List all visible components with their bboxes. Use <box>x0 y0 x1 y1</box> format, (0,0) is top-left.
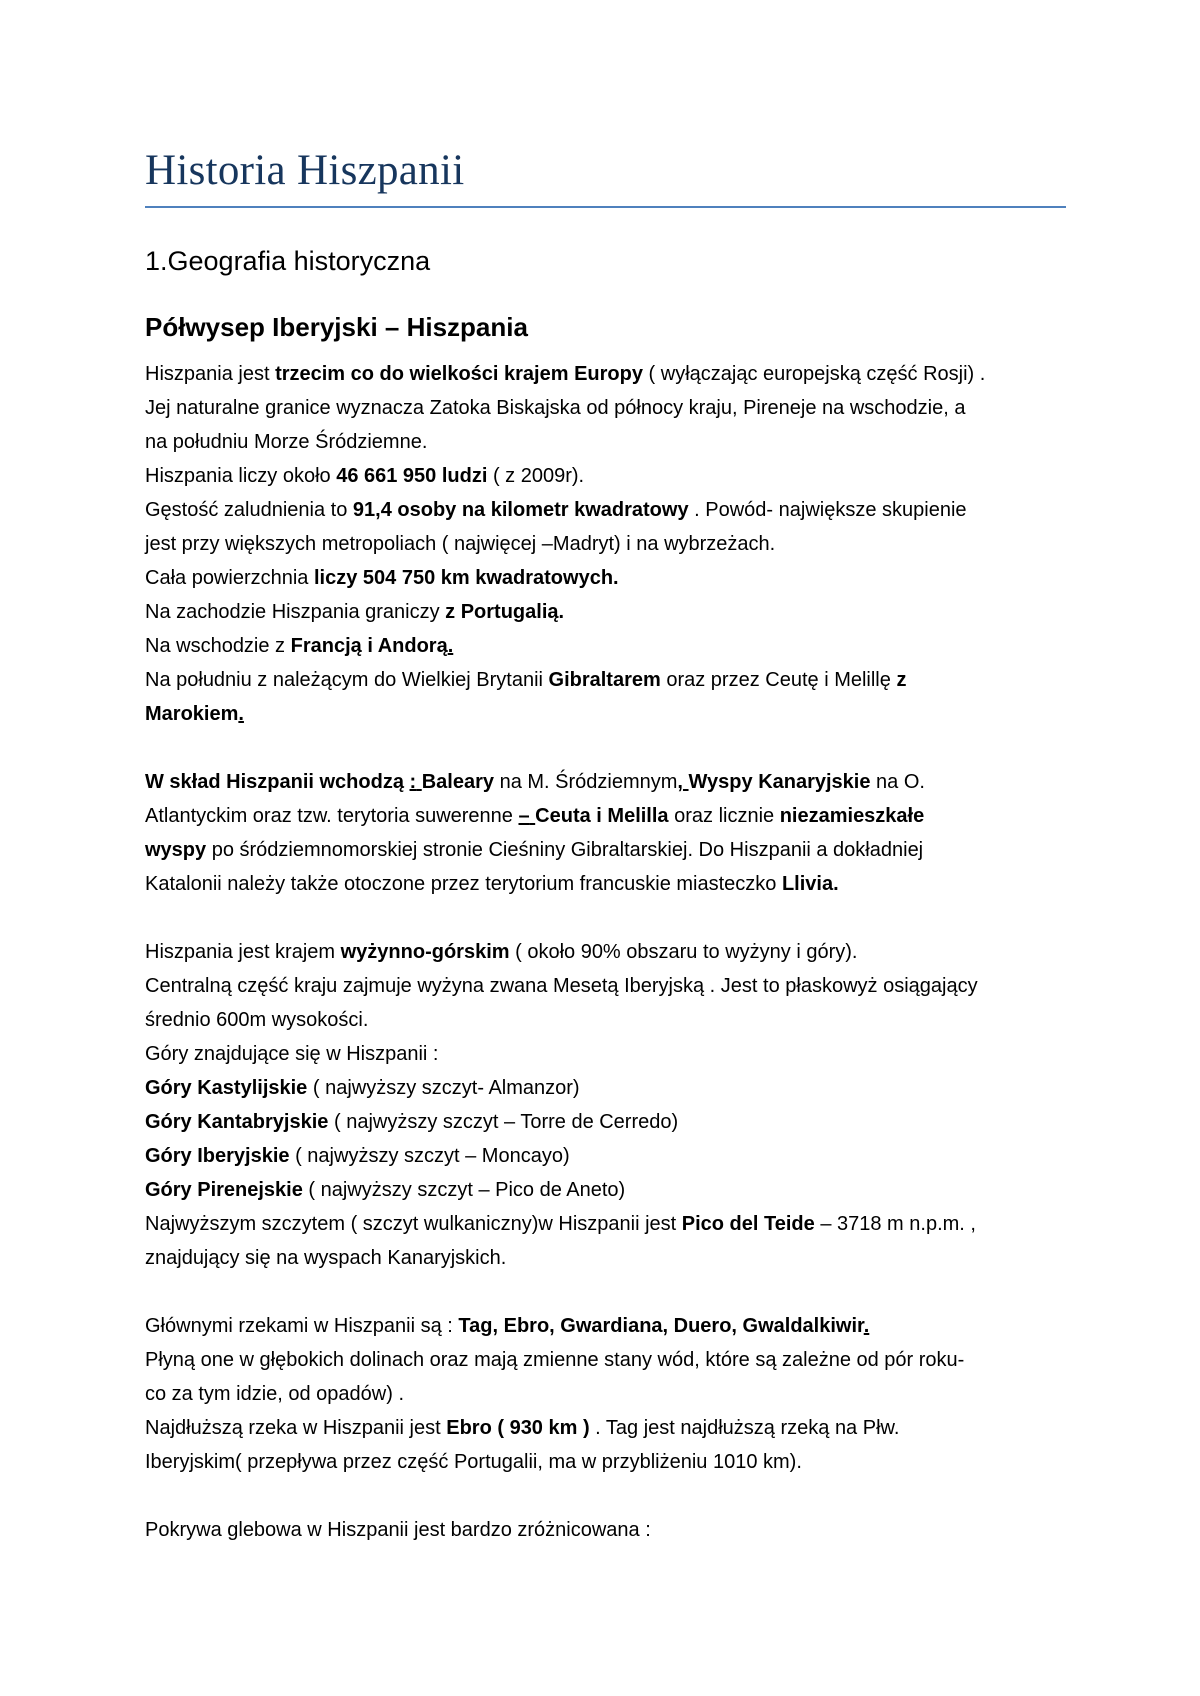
paragraph-line: Centralną część kraju zajmuje wyżyna zwana Mesetą Iberyjską . Jest to płaskowyż osiągający <box>145 975 978 997</box>
paragraph-gap <box>145 1275 1075 1309</box>
mountain-list-item: Góry Pirenejskie ( najwyższy szczyt – Pico de Aneto) <box>145 1179 626 1201</box>
section-heading: 1.Geografia historyczna <box>145 246 431 276</box>
paragraph-line: Cała powierzchnia liczy 504 750 km kwadratowych. <box>145 567 619 589</box>
paragraph-line: Hiszpania jest trzecim co do wielkości krajem Europy ( wyłączając europejską część Rosji) . <box>145 363 986 385</box>
paragraph-line: Hiszpania jest krajem wyżynno-górskim ( około 90% obszaru to wyżyny i góry). <box>145 941 858 963</box>
paragraph-line: Najwyższym szczytem ( szczyt wulkaniczny)w Hiszpanii jest Pico del Teide – 3718 m n.p.m. , <box>145 1213 976 1235</box>
paragraph-line: znajdujący się na wyspach Kanaryjskich. <box>145 1247 507 1269</box>
subsection-heading: Półwysep Iberyjski – Hiszpania <box>145 312 528 342</box>
paragraph-line: W skład Hiszpanii wchodzą : Baleary na M. Śródziemnym, Wyspy Kanaryjskie na O. <box>145 771 925 793</box>
paragraph-line: Gęstość zaludnienia to 91,4 osoby na kilometr kwadratowy . Powód- największe skupienie <box>145 499 967 521</box>
paragraph-line: Głównymi rzekami w Hiszpanii są : Tag, Ebro, Gwardiana, Duero, Gwaldalkiwir. <box>145 1315 870 1337</box>
paragraph-line: Na południu z należącym do Wielkiej Brytanii Gibraltarem oraz przez Ceutę i Melillę z <box>145 669 907 691</box>
paragraph-gap <box>145 731 1075 765</box>
body-text <box>145 357 1075 1547</box>
paragraph-line: Góry znajdujące się w Hiszpanii : <box>145 1043 439 1065</box>
paragraph-line: Płyną one w głębokich dolinach oraz mają zmienne stany wód, które są zależne od pór roku- <box>145 1349 965 1371</box>
mountain-list-item: Góry Kastylijskie ( najwyższy szczyt- Almanzor) <box>145 1077 580 1099</box>
paragraph-line: Najdłuższą rzeka w Hiszpanii jest Ebro ( 930 km ) . Tag jest najdłuższą rzeką na Płw. <box>145 1417 900 1439</box>
paragraph-line: Marokiem. <box>145 703 244 725</box>
paragraph-line: Jej naturalne granice wyznacza Zatoka Biskajska od północy kraju, Pireneje na wschodzie, a <box>145 397 966 419</box>
paragraph-line: Na wschodzie z Francją i Andorą. <box>145 635 454 657</box>
paragraph-line: Iberyjskim( przepływa przez część Portugalii, ma w przybliżeniu 1010 km). <box>145 1451 802 1473</box>
paragraph-gap <box>145 901 1075 935</box>
paragraph-line: średnio 600m wysokości. <box>145 1009 369 1031</box>
paragraph-line: Hiszpania liczy około 46 661 950 ludzi ( z 2009r). <box>145 465 585 487</box>
mountain-list-item: Góry Kantabryjskie ( najwyższy szczyt – Torre de Cerredo) <box>145 1111 679 1133</box>
paragraph-line: Atlantyckim oraz tzw. terytoria suwerenne – Ceuta i Melilla oraz licznie niezamieszkałe <box>145 805 925 827</box>
paragraph-line: Na zachodzie Hiszpania graniczy z Portugalią. <box>145 601 565 623</box>
paragraph-gap <box>145 1479 1075 1513</box>
paragraph-line: Katalonii należy także otoczone przez terytorium francuskie miasteczko Llivia. <box>145 873 839 895</box>
title-underline-rule <box>145 206 1066 208</box>
paragraph-line: Pokrywa glebowa w Hiszpanii jest bardzo zróżnicowana : <box>145 1519 651 1541</box>
paragraph-line: jest przy większych metropoliach ( najwięcej –Madryt) i na wybrzeżach. <box>145 533 776 555</box>
document-title: Historia Hiszpanii <box>145 147 465 194</box>
paragraph-line: co za tym idzie, od opadów) . <box>145 1383 405 1405</box>
mountain-list-item: Góry Iberyjskie ( najwyższy szczyt – Moncayo) <box>145 1145 570 1167</box>
paragraph-line: na południu Morze Śródziemne. <box>145 431 428 453</box>
paragraph-line: wyspy po śródziemnomorskiej stronie Cieśniny Gibraltarskiej. Do Hiszpanii a dokładniej <box>145 839 924 861</box>
